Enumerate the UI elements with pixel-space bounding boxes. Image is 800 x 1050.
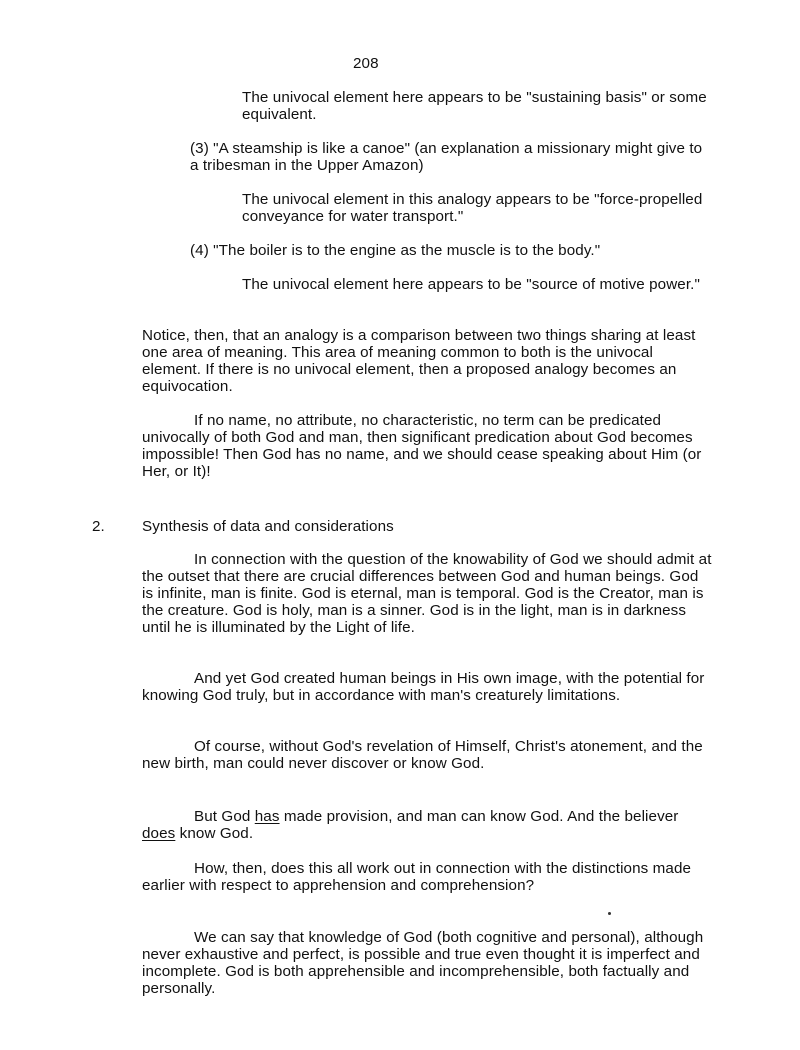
paragraph-how-then: How, then, does this all work out in connection with the distinctions made earlier with respect to apprehension and comprehension? (142, 860, 692, 894)
paragraph-univocal-conveyance: The univocal element in this analogy appears to be "force-propelled conveyance for water transport." (242, 191, 703, 225)
paragraph-image-of-god: And yet God created human beings in His own image, with the potential for knowing God truly, but in accordance with man's creaturely limitations. (142, 670, 705, 704)
provision-text-c: know God. (175, 825, 254, 842)
scan-speck (608, 912, 611, 915)
paragraph-knowledge-of-god: We can say that knowledge of God (both cognitive and personal), although never exhaustive and perfect, is possible and true even thought it is imperfect and incomplete. God is both apprehensible and incomprehensible, both factually and personally. (142, 929, 704, 997)
example-4-boiler: (4) "The boiler is to the engine as the muscle is to the body." (190, 242, 601, 259)
paragraph-univocal-sustaining-basis: The univocal element here appears to be "sustaining basis" or some equivalent. (242, 89, 707, 123)
page-number: 208 (353, 55, 379, 72)
provision-text-a: But God (194, 808, 255, 825)
provision-text-b: made provision, and man can know God. And the believer (279, 808, 679, 825)
underlined-does: does (142, 825, 176, 842)
section-title: Synthesis of data and considerations (142, 518, 394, 535)
paragraph-univocal-motive-power: The univocal element here appears to be "source of motive power." (242, 276, 700, 293)
paragraph-predication: If no name, no attribute, no characteristic, no term can be predicated univocally of both God and man, then significant predication about God becomes impossible! Then God has no name, and we should cease speaking about Him (or Her, or It)! (142, 412, 702, 480)
underlined-has: has (254, 808, 280, 825)
paragraph-knowability-differences: In connection with the question of the knowability of God we should admit at the outset that there are crucial differences between God and human beings. God is infinite, man is finite. God is eternal, man is temporal. God is the Creator, man is the creature. God is holy, man is a sinner. God is in the light, man is in darkness until he is illuminated by the Light of life. (142, 551, 712, 636)
paragraph-revelation: Of course, without God's revelation of Himself, Christ's atonement, and the new birth, man could never discover or know God. (142, 738, 703, 772)
paragraph-notice-analogy: Notice, then, that an analogy is a comparison between two things sharing at least one area of meaning. This area of meaning common to both is the univocal element. If there is no univocal element, then a proposed analogy becomes an equivocation. (142, 327, 696, 395)
section-number: 2. (92, 518, 105, 535)
paragraph-provision (142, 808, 712, 842)
example-3-steamship: (3) "A steamship is like a canoe" (an explanation a missionary might give to a tribesman in the Upper Amazon) (190, 140, 703, 174)
